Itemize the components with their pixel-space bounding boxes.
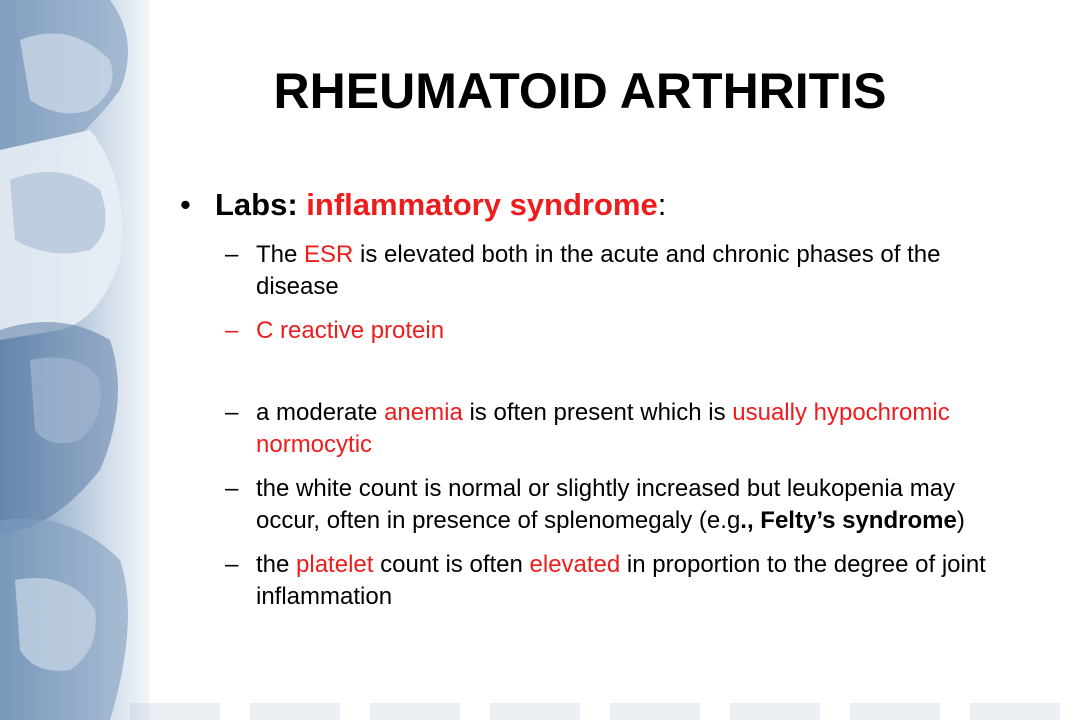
slide-content <box>180 183 1000 613</box>
item-highlight: C reactive protein <box>256 317 445 344</box>
dash-icon: – <box>225 399 239 426</box>
heading-highlight: inflammatory syndrome <box>306 187 658 222</box>
item-highlight: elevated <box>529 551 621 578</box>
list-item-esr <box>180 239 1000 303</box>
dash-icon: – <box>225 475 239 502</box>
item-text: ) <box>956 507 965 534</box>
item-text: the <box>256 551 297 578</box>
item-text: The <box>256 241 305 268</box>
heading-label: Labs: <box>215 187 307 222</box>
heading-suffix: : <box>657 187 667 222</box>
item-highlight: platelet <box>296 551 374 578</box>
list-item-anemia <box>180 397 1000 461</box>
item-text: is elevated both in the acute and chronic phases of the disease <box>256 241 941 300</box>
bullet-icon: • <box>180 187 191 222</box>
list-item-platelet <box>180 549 1000 613</box>
item-bold: ., Felty’s syndrome <box>740 507 957 534</box>
item-highlight: ESR <box>304 241 354 268</box>
footer-decoration <box>130 703 1080 720</box>
spacer <box>180 347 1000 385</box>
slide-title: RHEUMATOID ARTHRITIS <box>273 63 887 119</box>
item-highlight: anemia <box>384 399 463 426</box>
item-text: the white count is normal or slightly increased but leukopenia may occur, often in presence of splenomegaly (e.g <box>256 475 956 534</box>
item-text: a moderate <box>256 399 385 426</box>
list-item-white-count <box>180 473 1000 537</box>
bullet-heading <box>180 183 1000 227</box>
item-text: in proportion to the degree of joint inflammation <box>256 551 986 610</box>
item-highlight: usually hypochromic normocytic <box>256 399 950 458</box>
item-text: count is often <box>373 551 530 578</box>
dash-icon: – <box>225 241 239 268</box>
side-photo-hands <box>0 0 150 720</box>
hands-illustration <box>0 0 150 720</box>
list-item-crp <box>180 315 1000 347</box>
item-text: is often present which is <box>462 399 733 426</box>
dash-icon: – <box>225 317 239 344</box>
dash-icon: – <box>225 551 239 578</box>
